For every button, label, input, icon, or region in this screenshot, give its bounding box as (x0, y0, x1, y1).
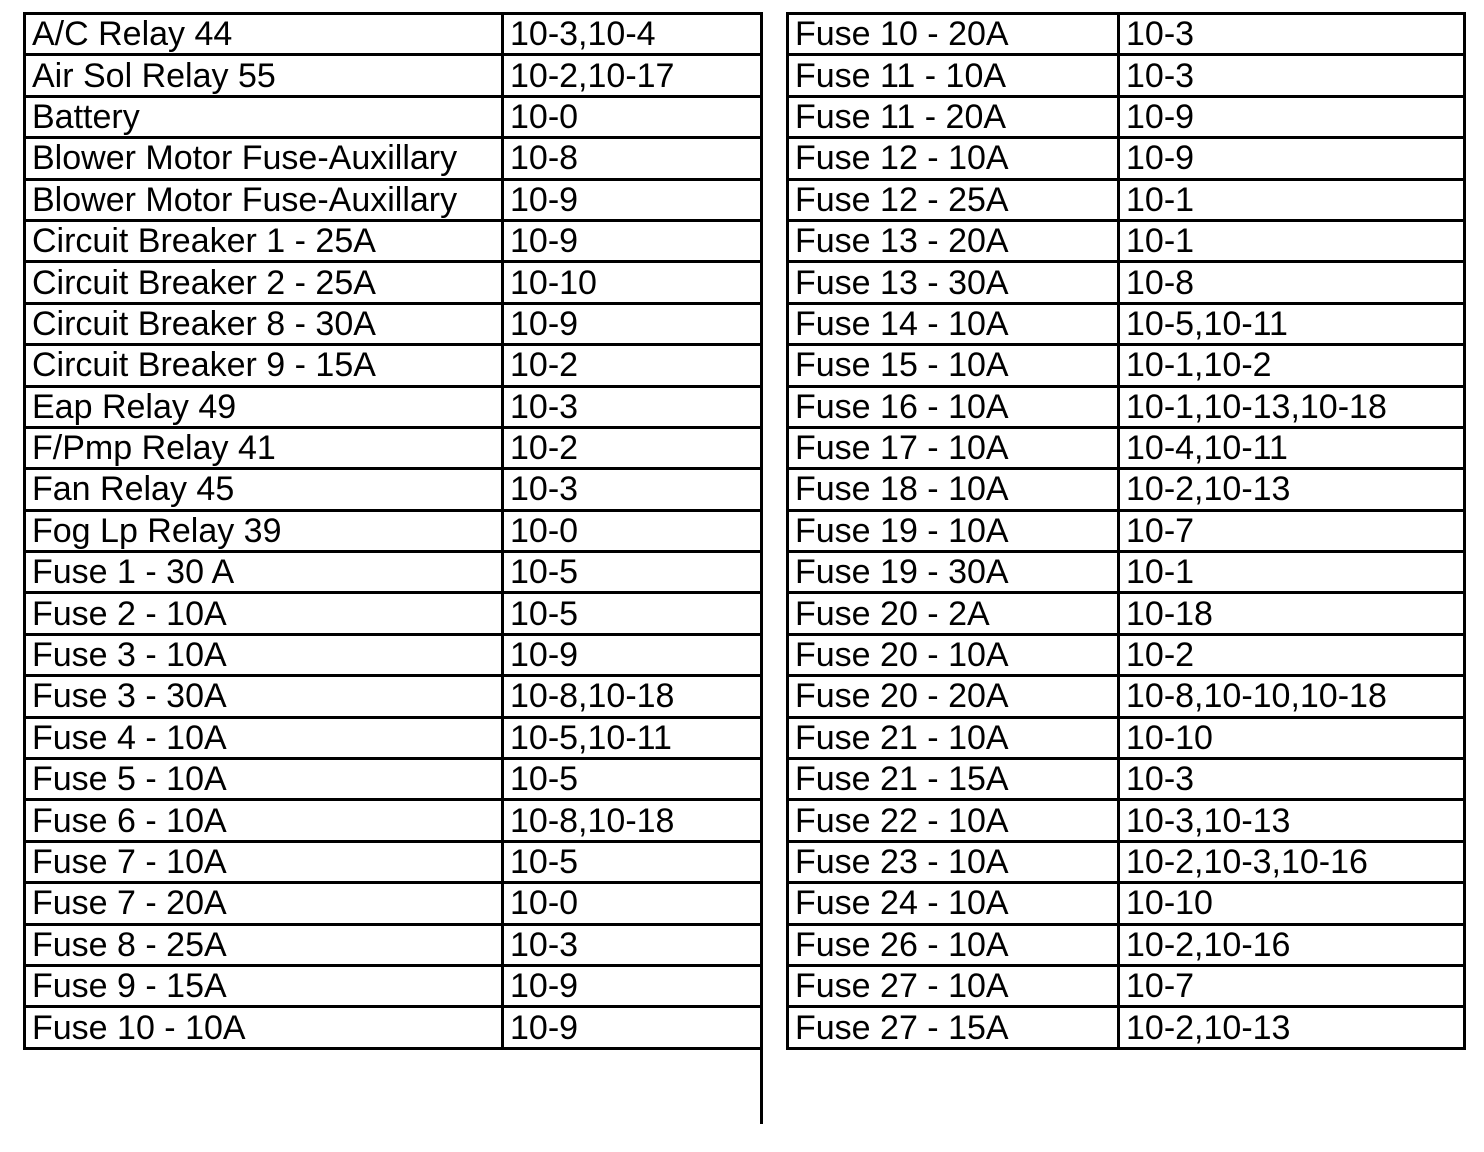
component-name-cell: Fuse 4 - 10A (25, 717, 503, 758)
left-index-table (23, 12, 763, 1050)
page-reference-cell: 10-9 (503, 1007, 762, 1048)
component-name-cell: Fuse 26 - 10A (788, 924, 1119, 965)
component-name-cell: Fuse 7 - 10A (25, 841, 503, 882)
table-row (25, 924, 762, 965)
page-reference-cell: 10-0 (503, 510, 762, 551)
page-reference-cell: 10-1,10-2 (1119, 345, 1465, 386)
table-row (788, 262, 1465, 303)
component-name-cell: Fuse 24 - 10A (788, 883, 1119, 924)
page-reference-cell: 10-8,10-18 (503, 676, 762, 717)
table-row (25, 138, 762, 179)
table-row (788, 179, 1465, 220)
table-row (25, 676, 762, 717)
table-row (25, 55, 762, 96)
component-name-cell: Circuit Breaker 2 - 25A (25, 262, 503, 303)
page-reference-cell: 10-8,10-10,10-18 (1119, 676, 1465, 717)
component-name-cell: Fuse 27 - 10A (788, 965, 1119, 1006)
page-reference-cell: 10-5 (503, 552, 762, 593)
page-reference-cell: 10-10 (1119, 883, 1465, 924)
component-name-cell: Circuit Breaker 8 - 30A (25, 303, 503, 344)
component-name-cell: Eap Relay 49 (25, 386, 503, 427)
page-reference-cell: 10-9 (503, 220, 762, 261)
component-name-cell: Air Sol Relay 55 (25, 55, 503, 96)
component-name-cell: Fuse 20 - 20A (788, 676, 1119, 717)
component-name-cell: Fuse 12 - 10A (788, 138, 1119, 179)
table-row (788, 676, 1465, 717)
table-row (25, 220, 762, 261)
component-name-cell: Fuse 16 - 10A (788, 386, 1119, 427)
page-reference-cell: 10-5,10-11 (503, 717, 762, 758)
table-row (25, 552, 762, 593)
component-name-cell: Fuse 14 - 10A (788, 303, 1119, 344)
table-row (25, 96, 762, 137)
page-reference-cell: 10-2,10-13 (1119, 469, 1465, 510)
table-row (25, 717, 762, 758)
page-reference-cell: 10-8 (1119, 262, 1465, 303)
table-row (25, 179, 762, 220)
table-row (25, 965, 762, 1006)
component-name-cell: Fuse 20 - 2A (788, 593, 1119, 634)
page-reference-cell: 10-10 (503, 262, 762, 303)
table-row (788, 552, 1465, 593)
page-reference-cell: 10-5,10-11 (1119, 303, 1465, 344)
table-row (788, 800, 1465, 841)
page-reference-cell: 10-5 (503, 759, 762, 800)
table-row (788, 96, 1465, 137)
page-reference-cell: 10-9 (503, 634, 762, 675)
component-name-cell: Fuse 10 - 20A (788, 14, 1119, 55)
table-row (25, 634, 762, 675)
component-name-cell: Fog Lp Relay 39 (25, 510, 503, 551)
component-name-cell: Fan Relay 45 (25, 469, 503, 510)
page-reference-cell: 10-3 (1119, 14, 1465, 55)
page-reference-cell: 10-7 (1119, 965, 1465, 1006)
component-name-cell: Fuse 20 - 10A (788, 634, 1119, 675)
component-name-cell: Fuse 5 - 10A (25, 759, 503, 800)
page-reference-cell: 10-3 (503, 924, 762, 965)
page-reference-cell: 10-2 (503, 345, 762, 386)
table-row (25, 14, 762, 55)
page-reference-cell: 10-0 (503, 96, 762, 137)
table-row (788, 345, 1465, 386)
component-name-cell: Fuse 3 - 10A (25, 634, 503, 675)
page-reference-cell: 10-3 (1119, 55, 1465, 96)
table-row (788, 593, 1465, 634)
table-row (25, 510, 762, 551)
table-row (788, 220, 1465, 261)
page-reference-cell: 10-10 (1119, 717, 1465, 758)
page-reference-cell: 10-7 (1119, 510, 1465, 551)
table-row (788, 14, 1465, 55)
page-reference-cell: 10-2,10-17 (503, 55, 762, 96)
table-row (788, 303, 1465, 344)
table-row (25, 841, 762, 882)
table-row (25, 427, 762, 468)
component-name-cell: Fuse 13 - 20A (788, 220, 1119, 261)
component-name-cell: Fuse 11 - 10A (788, 55, 1119, 96)
table-row (25, 759, 762, 800)
right-table-body (788, 14, 1465, 1049)
table-row (25, 883, 762, 924)
component-name-cell: Fuse 21 - 15A (788, 759, 1119, 800)
page-reference-cell: 10-5 (503, 593, 762, 634)
page-reference-cell: 10-3 (503, 386, 762, 427)
table-row (25, 1007, 762, 1048)
table-row (788, 965, 1465, 1006)
table-row (25, 345, 762, 386)
component-name-cell: Fuse 19 - 10A (788, 510, 1119, 551)
table-row (788, 427, 1465, 468)
page-reference-cell: 10-1 (1119, 179, 1465, 220)
component-name-cell: Fuse 1 - 30 A (25, 552, 503, 593)
page-reference-cell: 10-3,10-13 (1119, 800, 1465, 841)
table-row (788, 883, 1465, 924)
column-divider (760, 12, 763, 1124)
left-table-body (25, 14, 762, 1049)
page-reference-cell: 10-2,10-3,10-16 (1119, 841, 1465, 882)
component-name-cell: A/C Relay 44 (25, 14, 503, 55)
component-name-cell: F/Pmp Relay 41 (25, 427, 503, 468)
component-name-cell: Fuse 11 - 20A (788, 96, 1119, 137)
component-name-cell: Fuse 15 - 10A (788, 345, 1119, 386)
component-name-cell: Fuse 2 - 10A (25, 593, 503, 634)
page-reference-cell: 10-2,10-13 (1119, 1007, 1465, 1048)
page-reference-cell: 10-8,10-18 (503, 800, 762, 841)
table-row (788, 841, 1465, 882)
page-reference-cell: 10-3 (1119, 759, 1465, 800)
page-reference-cell: 10-8 (503, 138, 762, 179)
table-row (25, 386, 762, 427)
component-name-cell: Blower Motor Fuse-Auxillary (25, 179, 503, 220)
page-reference-cell: 10-18 (1119, 593, 1465, 634)
page-reference-cell: 10-9 (503, 179, 762, 220)
component-name-cell: Circuit Breaker 1 - 25A (25, 220, 503, 261)
right-index-table (786, 12, 1466, 1050)
page-reference-cell: 10-2,10-16 (1119, 924, 1465, 965)
component-name-cell: Battery (25, 96, 503, 137)
component-name-cell: Fuse 27 - 15A (788, 1007, 1119, 1048)
page-reference-cell: 10-1 (1119, 552, 1465, 593)
component-name-cell: Fuse 12 - 25A (788, 179, 1119, 220)
table-row (788, 759, 1465, 800)
table-row (788, 138, 1465, 179)
component-name-cell: Fuse 17 - 10A (788, 427, 1119, 468)
table-row (788, 1007, 1465, 1048)
component-name-cell: Fuse 8 - 25A (25, 924, 503, 965)
table-row (788, 717, 1465, 758)
component-name-cell: Blower Motor Fuse-Auxillary (25, 138, 503, 179)
component-name-cell: Fuse 18 - 10A (788, 469, 1119, 510)
component-name-cell: Fuse 9 - 15A (25, 965, 503, 1006)
table-row (25, 800, 762, 841)
component-name-cell: Fuse 7 - 20A (25, 883, 503, 924)
page-reference-cell: 10-9 (1119, 96, 1465, 137)
component-name-cell: Fuse 13 - 30A (788, 262, 1119, 303)
table-row (788, 510, 1465, 551)
page-reference-cell: 10-4,10-11 (1119, 427, 1465, 468)
component-name-cell: Fuse 22 - 10A (788, 800, 1119, 841)
component-name-cell: Fuse 10 - 10A (25, 1007, 503, 1048)
component-name-cell: Fuse 23 - 10A (788, 841, 1119, 882)
table-row (788, 55, 1465, 96)
component-name-cell: Fuse 19 - 30A (788, 552, 1119, 593)
table-row (25, 303, 762, 344)
page-reference-cell: 10-5 (503, 841, 762, 882)
page-reference-cell: 10-1 (1119, 220, 1465, 261)
page-reference-cell: 10-1,10-13,10-18 (1119, 386, 1465, 427)
component-name-cell: Fuse 3 - 30A (25, 676, 503, 717)
page-reference-cell: 10-9 (1119, 138, 1465, 179)
page-reference-cell: 10-9 (503, 303, 762, 344)
page-reference-cell: 10-3,10-4 (503, 14, 762, 55)
table-row (788, 386, 1465, 427)
table-row (25, 262, 762, 303)
component-name-cell: Fuse 21 - 10A (788, 717, 1119, 758)
table-row (788, 469, 1465, 510)
component-name-cell: Fuse 6 - 10A (25, 800, 503, 841)
page-reference-cell: 10-3 (503, 469, 762, 510)
table-row (25, 593, 762, 634)
page-reference-cell: 10-2 (503, 427, 762, 468)
page-reference-cell: 10-9 (503, 965, 762, 1006)
table-row (788, 924, 1465, 965)
table-row (25, 469, 762, 510)
component-name-cell: Circuit Breaker 9 - 15A (25, 345, 503, 386)
table-row (788, 634, 1465, 675)
page-reference-cell: 10-0 (503, 883, 762, 924)
page-reference-cell: 10-2 (1119, 634, 1465, 675)
